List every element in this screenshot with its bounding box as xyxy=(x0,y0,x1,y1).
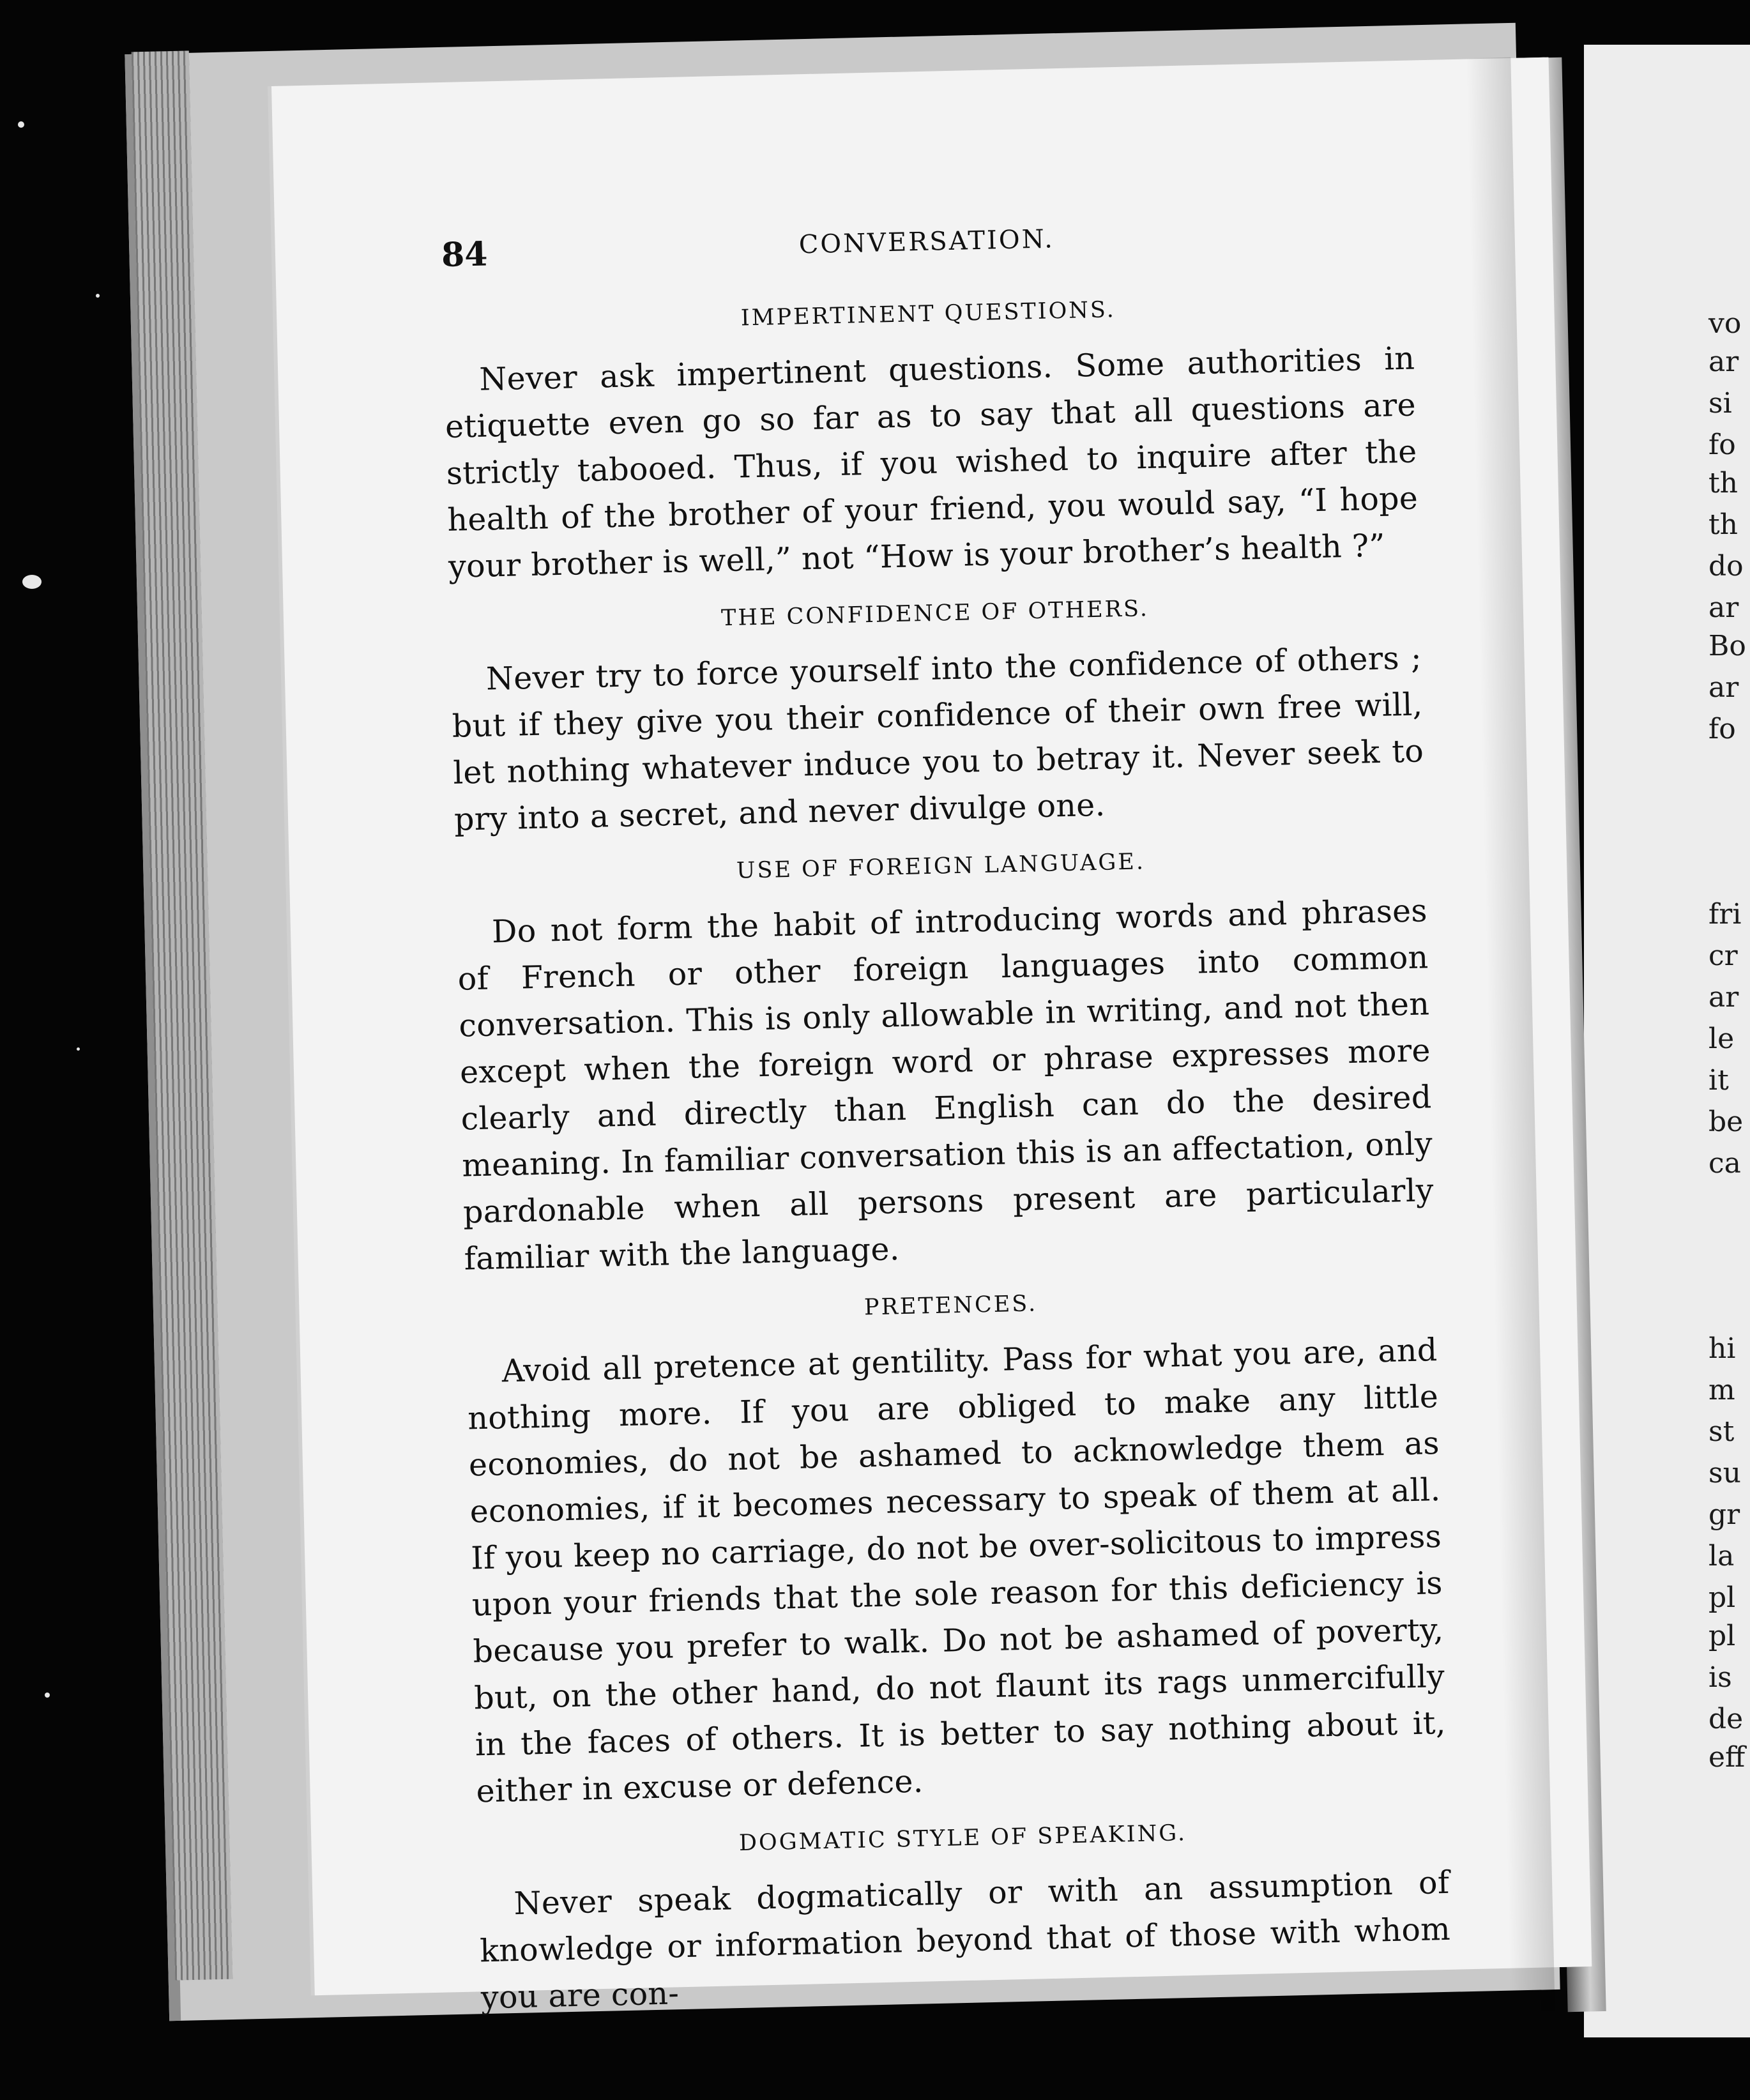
facing-page-fragment: do xyxy=(1708,550,1744,582)
facing-page-fragment: fri xyxy=(1708,898,1742,931)
facing-page-fragment: vo xyxy=(1708,307,1742,340)
facing-page-fragment: fo xyxy=(1708,713,1736,745)
section-paragraph: Never try to force yourself into the confidence of others ; but if they give you their confidence of their own free will, let nothing whatever induce you to betray it. Never seek to pry into a secret, and never divulge one. xyxy=(452,639,1424,838)
section-paragraph: Never speak dogmatically or with an assumption of knowledge or information beyond that of those with whom you are con- xyxy=(479,1864,1451,2016)
facing-page-fragment: pl xyxy=(1708,1581,1736,1614)
facing-page-fragment: is xyxy=(1708,1661,1732,1694)
running-head xyxy=(441,214,1412,287)
facing-page-fragment: m xyxy=(1708,1374,1735,1406)
facing-page-fragment: de xyxy=(1708,1703,1744,1735)
facing-page-fragment: pl xyxy=(1708,1620,1736,1652)
section-paragraph: Never ask impertinent questions. Some authorities in etiquette even go so far as to say that all questions are strictly tabooed. Thus, if you wished to inquire after the health of the brother of your friend, you would say, “I hope your brother is well,” not “How is your brother’s health ?” xyxy=(445,340,1419,585)
section-paragraph: Do not form the habit of introducing words and phrases of French or other foreign languages into common conversation. This is only allowable in writing, and not then except when the foreign word or phrase expresses more clearly and directly than English can do the desired meaning. In familiar conversation this is an affectation, only pardonable when all persons present are particularly familiar with the language. xyxy=(457,892,1434,1277)
facing-page-fragment: la xyxy=(1708,1540,1735,1572)
facing-page-fragment: ar xyxy=(1708,981,1739,1014)
section-confidence-of-others xyxy=(450,590,1426,842)
facing-page-fragment: th xyxy=(1708,508,1739,541)
section-dogmatic-style xyxy=(477,1815,1452,2021)
facing-page-fragment: th xyxy=(1708,467,1739,499)
facing-page-fragment: ar xyxy=(1708,591,1739,624)
facing-page-fragment: si xyxy=(1708,387,1732,420)
running-title: CONVERSATION. xyxy=(798,224,1055,260)
section-heading: USE OF FOREIGN LANGUAGE. xyxy=(736,849,1146,884)
facing-page xyxy=(1584,45,1750,2037)
page-number: 84 xyxy=(441,234,489,275)
section-pretences xyxy=(465,1282,1447,1815)
section-impertinent-questions xyxy=(443,291,1419,590)
facing-page-fragment: le xyxy=(1708,1023,1735,1055)
facing-page-text-fragments xyxy=(1584,45,1750,2037)
facing-page-fragment: fo xyxy=(1708,429,1736,461)
facing-page-fragment: gr xyxy=(1708,1498,1740,1531)
book-page xyxy=(271,57,1592,2016)
section-paragraph: Avoid all pretence at gentility. Pass for what you are, and nothing more. If you are obliged to make any little economies, do not be ashamed to acknowledge them as economies, if it becomes necessary to speak of them at all. If you keep no carriage, do not be over-solicitous to impress upon your friends that the sole reason for this deficiency is because you prefer to walk. Do not be ashamed of poverty, but, on the other hand, do not flaunt its rags unmercifully in the faces of others. It is better to say nothing about it, either in excuse or defence. xyxy=(467,1332,1447,1810)
facing-page-fragment: eff xyxy=(1708,1741,1746,1774)
facing-page-fragment: ar xyxy=(1708,671,1739,704)
section-foreign-language xyxy=(455,842,1435,1282)
section-heading: IMPERTINENT QUESTIONS. xyxy=(740,297,1116,331)
facing-page-fragment: ar xyxy=(1708,346,1739,378)
facing-page-fragment: cr xyxy=(1708,940,1738,972)
section-heading: THE CONFIDENCE OF OTHERS. xyxy=(720,596,1150,632)
facing-page-fragment: hi xyxy=(1708,1332,1736,1365)
page-content xyxy=(441,214,1452,2043)
section-heading: DOGMATIC STYLE OF SPEAKING. xyxy=(738,1820,1187,1857)
section-heading: PRETENCES. xyxy=(864,1291,1038,1321)
facing-page-fragment: Bo xyxy=(1708,630,1746,662)
facing-page-fragment: st xyxy=(1708,1415,1735,1448)
facing-page-fragment: be xyxy=(1708,1106,1744,1138)
facing-page-fragment: it xyxy=(1708,1064,1729,1097)
facing-page-fragment: ca xyxy=(1708,1147,1741,1180)
facing-page-fragment: su xyxy=(1708,1457,1741,1489)
